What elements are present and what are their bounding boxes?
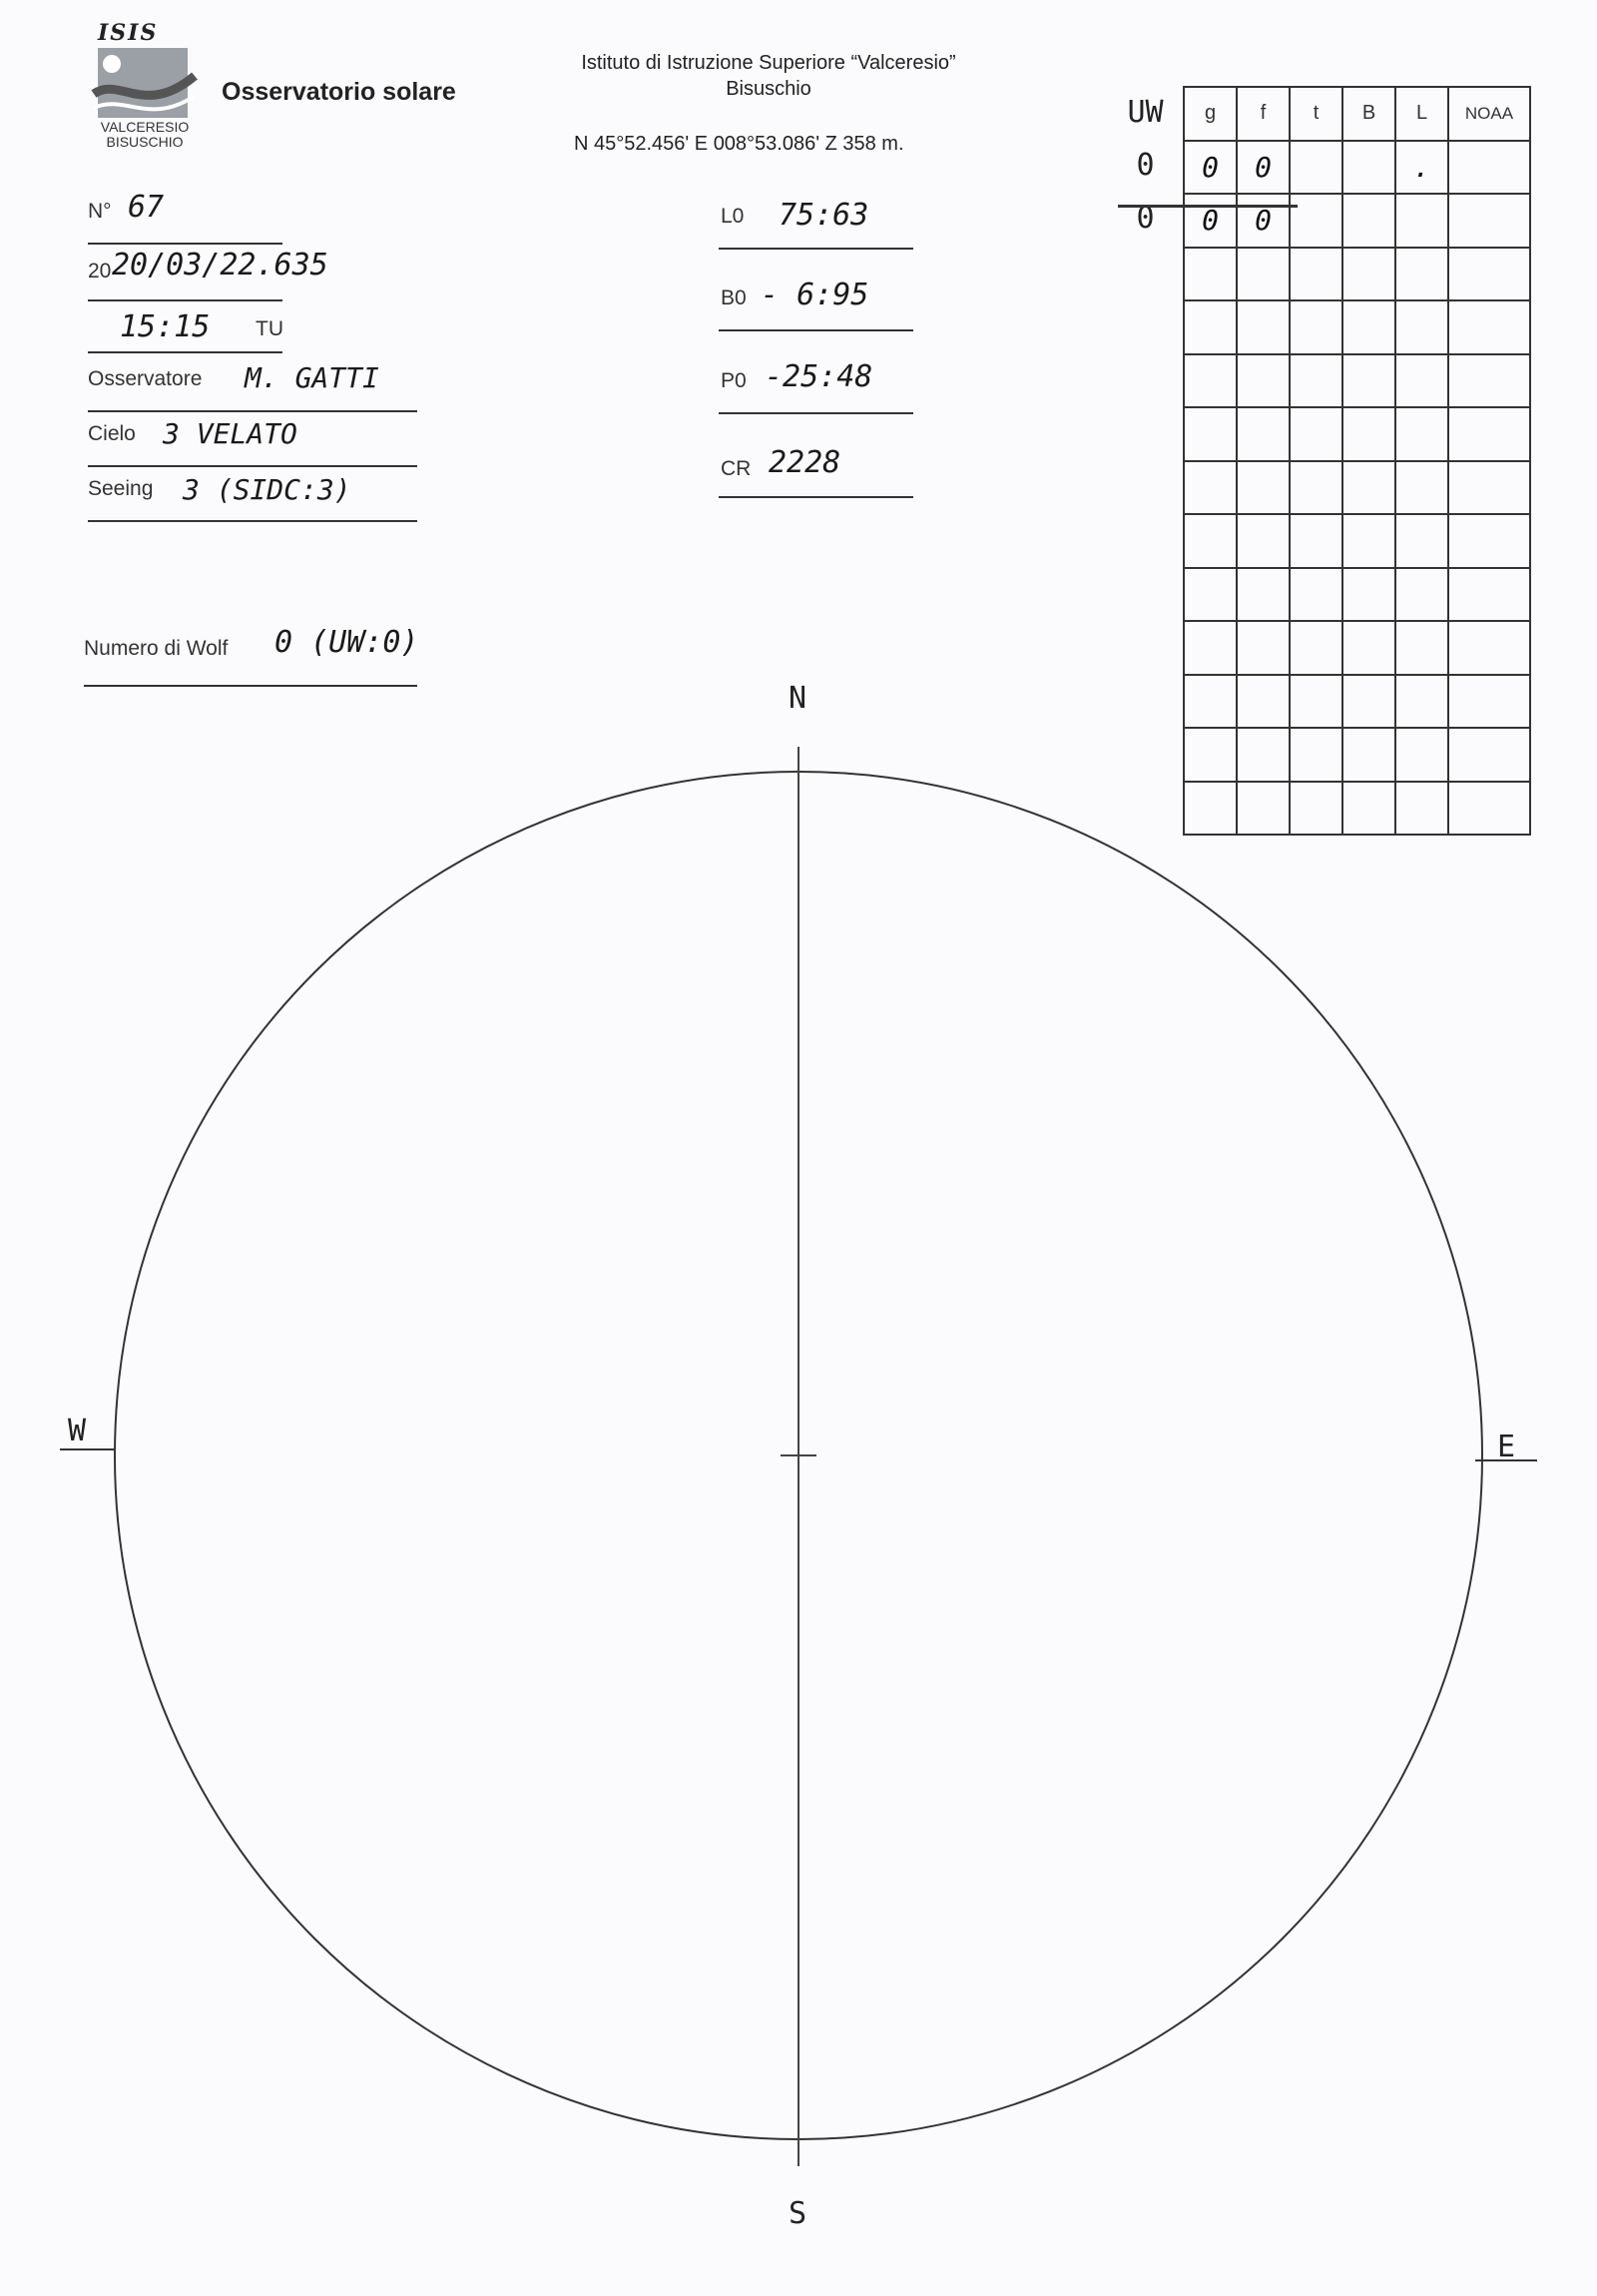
cell: 0 (1237, 141, 1290, 195)
north-label: N (789, 681, 807, 716)
west-label: W (68, 1414, 87, 1448)
header-B: B (1342, 87, 1395, 141)
time-unit: TU (256, 317, 283, 340)
uw-value-2: 0 (1136, 201, 1155, 236)
page-title: Osservatorio solare (222, 78, 456, 106)
seeing-value: 3 (SIDC:3) (183, 473, 351, 506)
observer-label: Osservatore (88, 367, 203, 390)
time-value: 15:15 (120, 309, 211, 344)
L0-label: L0 (721, 205, 745, 228)
B0-label: B0 (721, 287, 747, 309)
CR-value: 2228 (769, 445, 841, 480)
header-g: g (1184, 87, 1237, 141)
header-L: L (1395, 87, 1448, 141)
P0-value: -25:48 (765, 359, 873, 394)
east-label: E (1497, 1430, 1516, 1464)
uw-label: UW (1127, 95, 1164, 130)
site-coordinates: N 45°52.456' E 008°53.086' Z 358 m. (574, 133, 904, 155)
seeing-label: Seeing (88, 477, 154, 500)
logo-subtitle: VALCERESIO BISUSCHIO (100, 119, 190, 150)
cell: 0 (1184, 141, 1237, 195)
cell: 0 (1237, 194, 1290, 248)
wolf-label: Numero di Wolf (84, 637, 229, 660)
header-f: f (1237, 87, 1290, 141)
L0-value: 75:63 (779, 198, 869, 233)
P0-label: P0 (721, 369, 747, 392)
date-value: 20/03/22.635 (112, 248, 328, 283)
south-label: S (789, 2196, 807, 2231)
observer-value: M. GATTI (245, 361, 379, 394)
sky-value: 3 VELATO (163, 417, 297, 450)
cell: . (1395, 141, 1448, 195)
CR-label: CR (721, 457, 752, 480)
date-prefix: 20 (88, 260, 112, 283)
header-NOAA: NOAA (1448, 87, 1530, 141)
cell: 0 (1184, 194, 1237, 248)
logo-text: ISIS (98, 20, 159, 46)
B0-value: - 6:95 (761, 278, 869, 312)
number-label: N° (88, 200, 112, 223)
wolf-value: 0 (UW:0) (274, 625, 419, 660)
sky-label: Cielo (88, 422, 136, 445)
header-t: t (1290, 87, 1342, 141)
uw-value-1: 0 (1136, 148, 1155, 183)
institute-name: Istituto di Istruzione Superiore “Valceresio” Bisuschio (581, 52, 956, 100)
number-value: 67 (128, 190, 165, 225)
